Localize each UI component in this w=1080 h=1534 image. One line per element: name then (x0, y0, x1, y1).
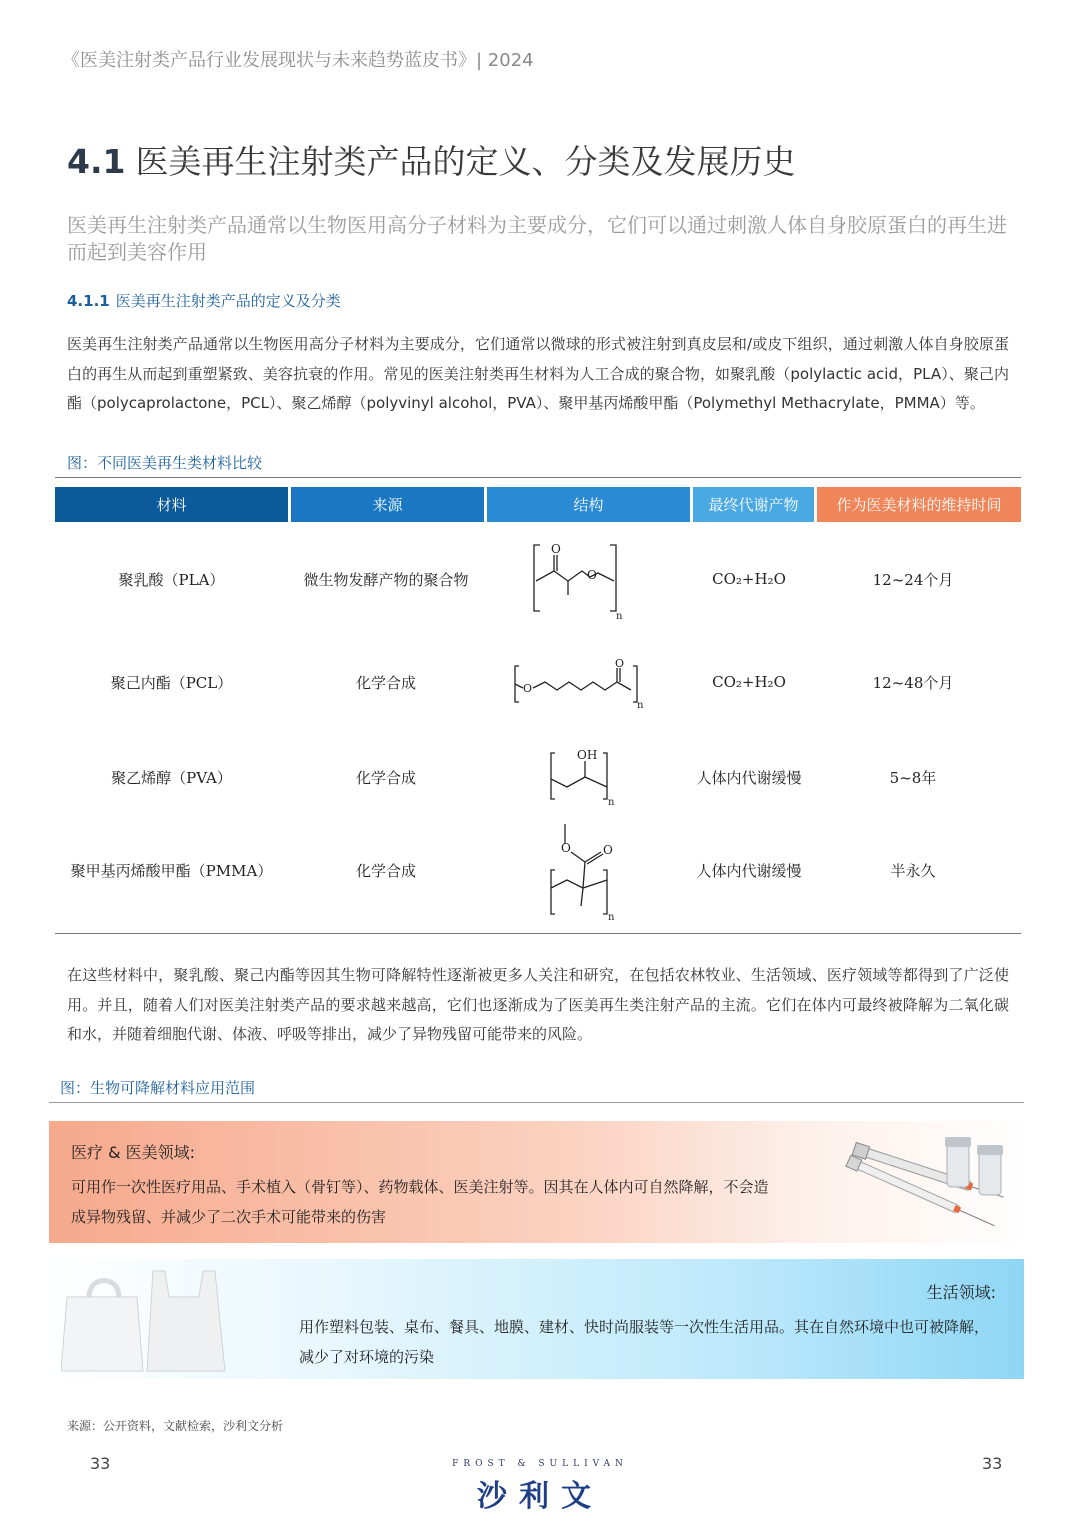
table-row (55, 818, 1021, 922)
cell-material: 聚乳酸（PLA） (118, 570, 225, 589)
after-table-paragraph: 在这些材料中，聚乳酸、聚己内酯等因其生物可降解特性逐渐被更多人关注和研究，在包括农林牧业、生活领域、医疗领域等都得到了广泛使用。并且，随着人们对医美注射类产品的要求越来越高，它们也逐渐成为了医美再生类注射产品的主流。它们在体内可最终被降解为二氧化碳和水，并随着细胞代谢、体液、呼吸等排出，减少了异物残留可能带来的风险。 (67, 966, 1009, 1043)
medical-panel (49, 1121, 1024, 1243)
source-note: 来源：公开资料，文献检索，沙利文分析 (67, 1419, 284, 1433)
cell-source: 微生物发酵产物的聚合物 (303, 570, 469, 589)
logo-chinese: 沙利文 (477, 1479, 603, 1514)
svg-text:O: O (586, 568, 597, 582)
daily-life-panel-title: 生活领域: (926, 1283, 996, 1302)
table-row (55, 640, 1021, 724)
document-header: 《医美注射类产品行业发展现状与未来趋势蓝皮书》| 2024 (62, 50, 534, 71)
page-number-left: 33 (90, 1454, 111, 1473)
svg-text:OH: OH (576, 748, 597, 762)
svg-text:O: O (614, 657, 624, 670)
table-row (55, 530, 1021, 628)
cell-duration: 5~8年 (889, 768, 937, 787)
pcl-structure-icon (484, 652, 687, 712)
table-row (55, 744, 1021, 810)
svg-text:n: n (615, 611, 622, 622)
cell-duration: 12~24个月 (872, 570, 954, 589)
table-figure-caption: 图：不同医美再生类材料比较 (67, 454, 263, 472)
cell-source: 化学合成 (355, 861, 416, 880)
svg-text:n: n (607, 797, 614, 808)
intro-paragraph: 医美再生注射类产品通常以生物医用高分子材料为主要成分，它们通常以微球的形式被注射到真皮层和/或皮下组织，通过刺激人体自身胶原蛋白的再生从而起到重塑紧致、美容抗衰的作用。常见的医美注射类再生材料为人工合成的聚合物，如聚乳酸（polylactic acid，PLA）、聚己内酯（polycaprolactone，PCL）、聚乙烯醇（polyvinyl alcohol，PVA）、聚甲基丙烯酸甲酯（Polymethyl Methacrylate，PMMA）等。 (67, 335, 1009, 412)
cell-material: 聚己内酯（PCL） (110, 673, 233, 692)
cell-metabolite: 人体内代谢缓慢 (696, 861, 802, 880)
medical-panel-title: 医疗 & 医美领域: (71, 1143, 196, 1162)
apps-figure-caption: 图：生物可降解材料应用范围 (60, 1079, 256, 1097)
table-bottom-rule (55, 933, 1021, 934)
apps-figure-rule (49, 1102, 1024, 1103)
cell-metabolite: 人体内代谢缓慢 (696, 768, 802, 787)
cell-material: 聚乙烯醇（PVA） (111, 768, 232, 787)
cell-metabolite: CO₂+H₂O (712, 570, 786, 588)
svg-text:O: O (602, 843, 613, 857)
svg-text:n: n (607, 912, 614, 922)
subsection-title (67, 290, 341, 311)
header-metabolite: 最终代谢产物 (693, 487, 814, 522)
cell-source: 化学合成 (355, 768, 416, 787)
cell-metabolite: CO₂+H₂O (712, 673, 786, 691)
daily-life-panel-text: 用作塑料包装、桌布、餐具、地膜、建材、快时尚服装等一次性生活用品。其在自然环境中也可被降解，减少了对环境的污染 (299, 1318, 990, 1366)
svg-text:O: O (522, 682, 532, 695)
cell-source: 化学合成 (355, 673, 416, 692)
logo-english: FROST & SULLIVAN (452, 1459, 628, 1469)
pmma-structure-icon (484, 818, 687, 922)
svg-text:n: n (636, 700, 643, 711)
subsection-number: 4.1.1 (67, 292, 110, 310)
table-top-rule (55, 477, 1021, 478)
cell-duration: 12~48个月 (872, 673, 954, 692)
svg-text:O: O (550, 542, 561, 556)
cell-duration: 半永久 (890, 861, 936, 880)
section-title-text: 医美再生注射类产品的定义、分类及发展历史 (135, 142, 796, 181)
syringe-vials-image (839, 1131, 1019, 1237)
medical-panel-text: 可用作一次性医疗用品、手术植入（骨钉等）、药物载体、医美注射等。因其在人体内可自然降解，不会造成异物残留、并减少了二次手术可能带来的伤害 (71, 1178, 769, 1226)
page-number-right: 33 (982, 1454, 1003, 1473)
table-header (55, 487, 1021, 522)
header-structure: 结构 (487, 487, 690, 522)
pla-structure-icon (484, 533, 687, 625)
cell-material: 聚甲基丙烯酸甲酯（PMMA） (70, 861, 273, 880)
header-source: 来源 (291, 487, 484, 522)
section-title (67, 136, 795, 183)
section-number: 4.1 (67, 142, 126, 181)
section-lead: 医美再生注射类产品通常以生物医用高分子材料为主要成分，它们可以通过刺激人体自身胶原蛋白的再生进而起到美容作用 (67, 213, 1007, 264)
header-material: 材料 (55, 487, 288, 522)
subsection-title-text: 医美再生注射类产品的定义及分类 (115, 292, 341, 310)
shopping-bags-image (61, 1267, 231, 1375)
pva-structure-icon (484, 745, 687, 809)
daily-life-panel (49, 1259, 1024, 1379)
header-duration: 作为医美材料的维持时间 (817, 487, 1021, 522)
svg-text:O: O (560, 841, 571, 855)
